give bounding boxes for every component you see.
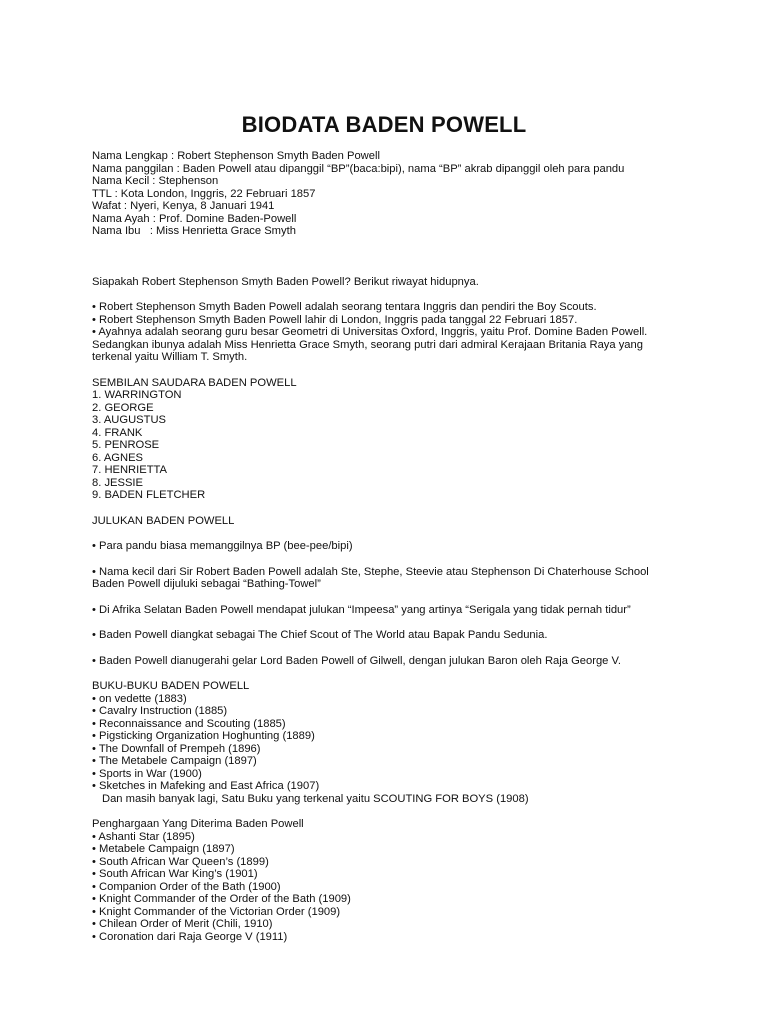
book-item: • on vedette (1883) bbox=[92, 692, 187, 705]
identity-line: Nama panggilan : Baden Powell atau dipanggil “BP”(baca:bipi), nama “BP” akrab dipanggil oleh para pandu bbox=[92, 162, 625, 175]
sibling-item: 9. BADEN FLETCHER bbox=[92, 489, 206, 501]
identity-line: Nama Lengkap : Robert Stephenson Smyth Baden Powell bbox=[92, 150, 380, 162]
award-item: • Knight Commander of the Order of the Bath (1909) bbox=[92, 893, 351, 905]
book-item: • Cavalry Instruction (1885) bbox=[92, 705, 228, 717]
sibling-item: 8. JESSIE bbox=[92, 476, 143, 489]
sibling-item: 2. GEORGE bbox=[92, 401, 154, 414]
nickname-item: • Baden Powell dianugerahi gelar Lord Baden Powell of Gilwell, dengan julukan Baron oleh Raja George V. bbox=[92, 654, 622, 667]
sibling-item: 3. AUGUSTUS bbox=[92, 414, 166, 426]
sibling-item: 1. WARRINGTON bbox=[92, 389, 182, 401]
bio-line: terkenal yaitu William T. Smyth. bbox=[92, 351, 248, 363]
intro-text: Siapakah Robert Stephenson Smyth Baden Powell? Berikut riwayat hidupnya. bbox=[92, 275, 479, 288]
sibling-item: 6. AGNES bbox=[92, 451, 143, 464]
bio-line: • Ayahnya adalah seorang guru besar Geometri di Universitas Oxford, Inggris, yaitu Prof. Domine Baden Powell. bbox=[92, 326, 648, 338]
book-item: • Pigsticking Organization Hoghunting (1889) bbox=[92, 730, 315, 742]
document-title: BIODATA BADEN POWELL bbox=[241, 112, 527, 137]
book-item: • Sketches in Mafeking and East Africa (1907) bbox=[92, 780, 320, 792]
sibling-item: 7. HENRIETTA bbox=[92, 464, 168, 476]
sibling-item: 5. PENROSE bbox=[92, 439, 160, 451]
nickname-item: • Para pandu biasa memanggilnya BP (bee-pee/bipi) bbox=[92, 540, 353, 552]
award-item: • Companion Order of the Bath (1900) bbox=[92, 880, 281, 893]
nickname-item: • Nama kecil dari Sir Robert Baden Powell adalah Ste, Stephe, Steevie atau Stephenson Di Chaterhouse School bbox=[92, 565, 649, 578]
book-item: • Reconnaissance and Scouting (1885) bbox=[92, 717, 286, 730]
nickname-item: Baden Powell dijuluki sebagai “Bathing-Towel” bbox=[92, 578, 321, 590]
award-item: • Chilean Order of Merit (Chili, 1910) bbox=[92, 918, 273, 930]
siblings-heading: SEMBILAN SAUDARA BADEN POWELL bbox=[92, 376, 297, 389]
award-item: • Knight Commander of the Victorian Order (1909) bbox=[92, 905, 341, 918]
identity-line: Nama Ibu : Miss Henrietta Grace Smyth bbox=[92, 225, 296, 237]
bio-line: • Robert Stephenson Smyth Baden Powell adalah seorang tentara Inggris dan pendiri the Boy Scouts. bbox=[92, 301, 597, 313]
nickname-item: • Di Afrika Selatan Baden Powell mendapat julukan “Impeesa” yang artinya “Serigala yang tidak pernah tidur” bbox=[92, 603, 631, 616]
document-body bbox=[92, 150, 692, 943]
bio-line: • Robert Stephenson Smyth Baden Powell lahir di London, Inggris pada tanggal 22 Februari 1857. bbox=[92, 313, 578, 326]
nicknames-heading: JULUKAN BADEN POWELL bbox=[92, 514, 235, 527]
awards-heading: Penghargaan Yang Diterima Baden Powell bbox=[92, 818, 304, 830]
award-item: • South African War King’s (1901) bbox=[92, 868, 258, 880]
sibling-item: 4. FRANK bbox=[92, 426, 143, 439]
book-item: • Sports in War (1900) bbox=[92, 767, 202, 780]
award-item: • Coronation dari Raja George V (1911) bbox=[92, 930, 288, 943]
identity-line: Wafat : Nyeri, Kenya, 8 Januari 1941 bbox=[92, 200, 275, 212]
identity-line: Nama Kecil : Stephenson bbox=[92, 175, 219, 187]
books-heading: BUKU-BUKU BADEN POWELL bbox=[92, 680, 250, 692]
identity-line: Nama Ayah : Prof. Domine Baden-Powell bbox=[92, 212, 297, 225]
nickname-item: • Baden Powell diangkat sebagai The Chief Scout of The World atau Bapak Pandu Sedunia. bbox=[92, 629, 548, 641]
identity-line: TTL : Kota London, Inggris, 22 Februari 1857 bbox=[92, 187, 316, 200]
bio-line: Sedangkan ibunya adalah Miss Henrietta Grace Smyth, seorang putri dari admiral Kerajaan Britania Raya yang bbox=[92, 338, 643, 351]
books-note: Dan masih banyak lagi, Satu Buku yang terkenal yaitu SCOUTING FOR BOYS (1908) bbox=[102, 792, 529, 805]
book-item: • The Downfall of Prempeh (1896) bbox=[92, 742, 261, 755]
award-item: • Ashanti Star (1895) bbox=[92, 830, 195, 843]
book-item: • The Metabele Campaign (1897) bbox=[92, 755, 257, 767]
award-item: • South African War Queen’s (1899) bbox=[92, 855, 269, 868]
award-item: • Metabele Campaign (1897) bbox=[92, 843, 235, 855]
